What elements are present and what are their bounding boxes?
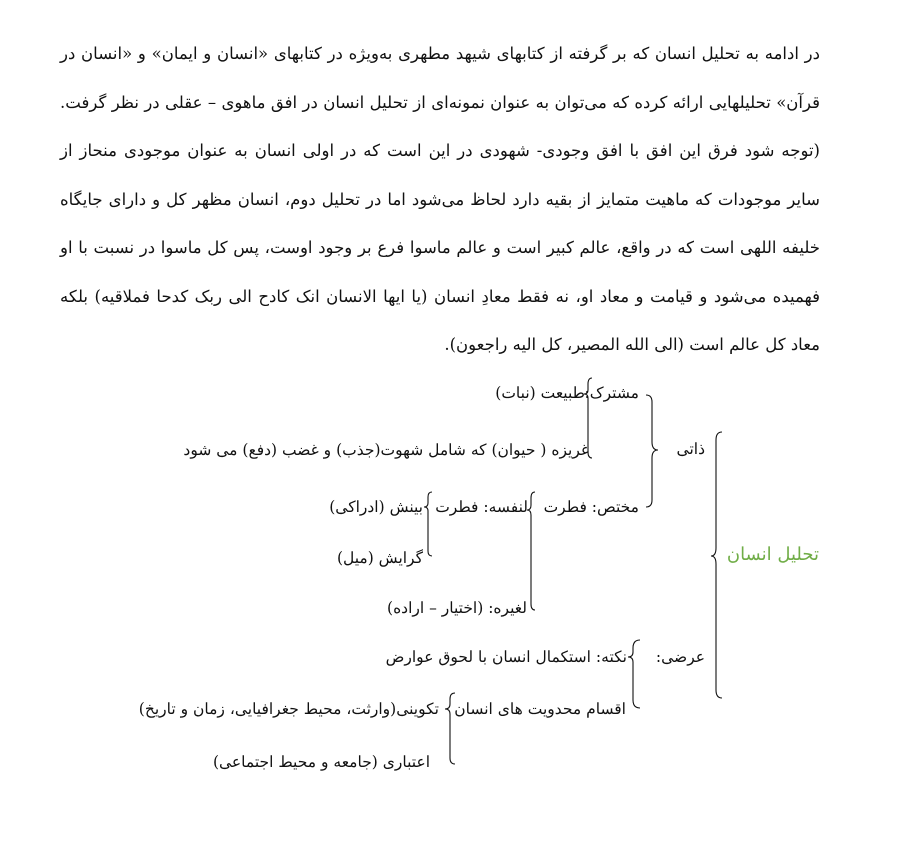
leghayreh-label: لغیره: (اختیار – اراده) [387,599,527,617]
tabiat-label: طبیعت (نبات) [495,384,585,402]
lenafseh-brace [424,492,432,556]
gharize-label: غریزه ( حیوان) که شامل شهوت(جذب) و غضب (دفع) می شود [183,441,589,459]
binesh-label: بینش (ادراکی) [329,498,423,516]
mokhtas-brace [527,492,535,610]
aghsam-label: اقسام محدویت های انسان [454,700,626,718]
moshtarak-label: مشترک: [584,384,639,402]
arazi-label: عرضی: [655,648,705,666]
intro-paragraph: در ادامه به تحلیل انسان که بر گرفته از کتابهای شیهد مطهری به‌ویژه در کتابهای «انسان و ایمان» و «انسان در قرآن» تحلیلهایی ارائه کرده که می‌توان به عنوان نمونه‌ای از تحلیل انسان در افق ماهوی – عقلی در نظر گرفت. (توجه شود فرق این افق با افق وجودی- شهودی در این است که در اولی انسان به عنوان موجودی منحاز از سایر موجودات که ماهیت متمایز از بقیه دارد لحاظ می‌شود اما در تحلیل دوم، انسان مظهر کل و دارای جایگاه خلیفه اللهی است که در واقع، عالم کبیر است و عالم ماسوا فرع بر وجود اوست، پس کل ماسوا در نسبت با او فهمیده می‌شود و قیامت و معاد او، نه فقط معادِ انسان (یا ایها الانسان انک کادح الی ربک کدحا فملاقیه) بلکه معاد کل عالم است (الی الله المصیر، کل الیه راجعون). [60,44,820,354]
lenafseh-label: لنفسه: فطرت [435,498,528,516]
etebari-label: اعتباری (جامعه و محیط اجتماعی) [212,753,430,771]
takvini-label: تکوینی(وارثت، محیط جغرافیایی، زمان و تاریخ) [138,700,439,718]
arazi-brace [628,640,640,708]
mokhtas-label: مختص: فطرت [543,498,639,516]
zati-label: ذاتی [676,440,705,458]
nokteh-label: نکته: استکمال انسان با لحوق عوارض [385,648,627,666]
gerayesh-label: گرایش (میل) [336,549,423,567]
root-label: تحلیل انسان [726,544,819,565]
root-brace [711,432,722,698]
zati-brace [646,395,658,507]
